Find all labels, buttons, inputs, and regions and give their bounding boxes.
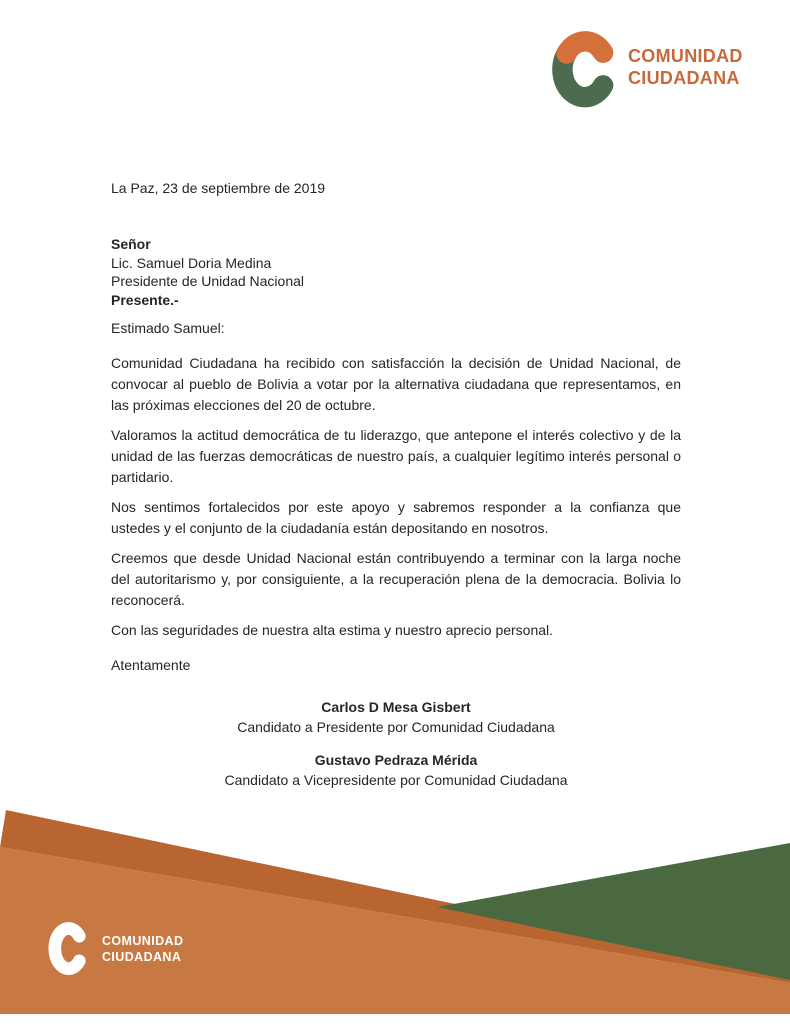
signature-name: Gustavo Pedraza Mérida [314,752,478,768]
footer-c-icon [47,920,92,979]
signature-block [111,697,681,790]
letter-paragraph: Con las seguridades de nuestra alta estima y nuestro aprecio personal. [111,622,554,638]
footer-decorative-graphic [0,800,790,1024]
footer-wordmark-line2: CIUDADANA [102,950,182,964]
letter-paragraph: Creemos que desde Unidad Nacional están contribuyendo a terminar con la larga noche del autoritarismo y, por consiguiente, a la recuperación plena de la democracia. Bolivia lo reconocerá. [111,550,681,608]
letter-paragraph: Nos sentimos fortalecidos por este apoyo y sabremos responder a la confianza que ustedes y el conjunto de la ciudadanía están depositando en nosotros. [111,499,681,536]
footer-brand-logo [47,920,183,979]
signature-entry [111,697,681,737]
footer-wordmark-line1: COMUNIDAD [102,934,184,948]
letter-closing: Atentamente [111,657,191,673]
signature-entry [111,750,681,790]
recipient-role: Presidente de Unidad Nacional [111,273,305,289]
recipient-presente: Presente.- [111,291,179,308]
letter-paragraph: Valoramos la actitud democrática de tu liderazgo, que antepone el interés colectivo y de la unidad de las fuerzas democráticas de nuestro país, a cualquier legítimo interés personal o partidario. [111,427,681,485]
signature-title: Candidato a Presidente por Comunidad Ciudadana [237,719,555,735]
brand-wordmark-line1: COMUNIDAD [628,46,743,66]
footer-c-shape [55,928,79,968]
recipient-block [111,235,681,309]
brand-wordmark-line2: CIUDADANA [628,67,740,88]
recipient-name: Lic. Samuel Doria Medina [111,254,272,271]
recipient-salutation-title: Señor [111,236,151,252]
letter-greeting: Estimado Samuel: [111,320,225,336]
letter-content [111,0,681,790]
letter-paragraph: Comunidad Ciudadana ha recibido con satisfacción la decisión de Unidad Nacional, de convocar al pueblo de Bolivia a votar por la alternativa ciudadana que representamos, en las próximas elecciones del 20 de octubre. [111,355,681,413]
signature-title: Candidato a Vicepresidente por Comunidad Ciudadana [224,772,568,788]
signature-name: Carlos D Mesa Gisbert [321,699,471,715]
footer-wordmark [102,933,183,965]
letter-date: La Paz, 23 de septiembre de 2019 [111,180,326,196]
